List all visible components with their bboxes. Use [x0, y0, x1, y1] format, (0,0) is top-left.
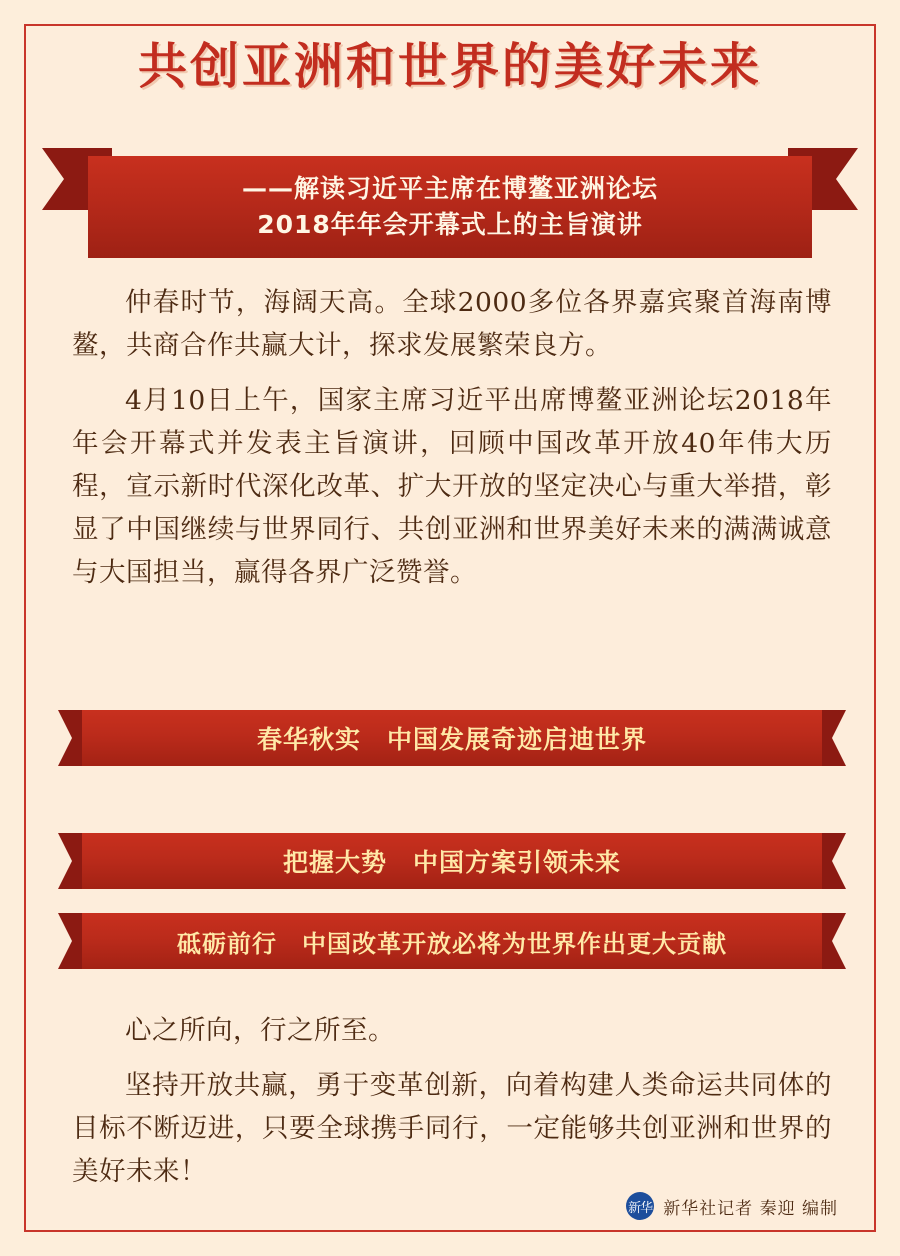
- title-container: [28, 37, 872, 95]
- section-ribbon-3: [58, 913, 846, 969]
- section-3-label: 砥砺前行 中国改革开放必将为世界作出更大贡献: [177, 929, 727, 958]
- subtitle-line-1: ——解读习近平主席在博鳌亚洲论坛: [241, 173, 658, 203]
- closing-text-block: [72, 1010, 832, 1206]
- section-2-label: 把握大势 中国方案引领未来: [282, 848, 621, 877]
- section-1-label: 春华秋实 中国发展奇迹启迪世界: [256, 725, 647, 754]
- closing-paragraph-2: 坚持开放共赢，勇于变革创新，向着构建人类命运共同体的目标不断迈进，只要全球携手同行，一定能够共创亚洲和世界的美好未来！: [72, 1069, 832, 1187]
- page-title: 共创亚洲和世界的美好未来: [137, 37, 762, 95]
- intro-text-block: [72, 282, 832, 606]
- subtitle-band: [88, 156, 812, 258]
- section-3-band: [82, 913, 822, 969]
- section-ribbon-1: [58, 710, 846, 766]
- subtitle-line-2: 2018年年会开幕式上的主旨演讲: [257, 210, 643, 239]
- subtitle-ribbon: [28, 142, 872, 258]
- credit-block: [626, 1192, 838, 1220]
- xinhua-logo-icon: 新华: [626, 1192, 654, 1220]
- closing-paragraph-1: 心之所向，行之所至。: [125, 1015, 395, 1046]
- section-2-band: [82, 833, 822, 889]
- section-ribbon-2: [58, 833, 846, 889]
- paragraph-2: 4月10日上午，国家主席习近平出席博鳌亚洲论坛2018年年会开幕式并发表主旨演讲，回顾中国改革开放40年伟大历程，宣示新时代深化改革、扩大开放的坚定决心与重大举措，彰显了中国继续与世界同行、共创亚洲和世界美好未来的满满诚意与大国担当，赢得各界广泛赞誉。: [72, 384, 832, 588]
- section-1-band: [82, 710, 822, 766]
- credit-text: 新华社记者 秦迎 编制: [663, 1198, 838, 1219]
- paragraph-1: 仲春时节，海阔天高。全球2000多位各界嘉宾聚首海南博鳌，共商合作共赢大计，探求发展繁荣良方。: [72, 287, 832, 361]
